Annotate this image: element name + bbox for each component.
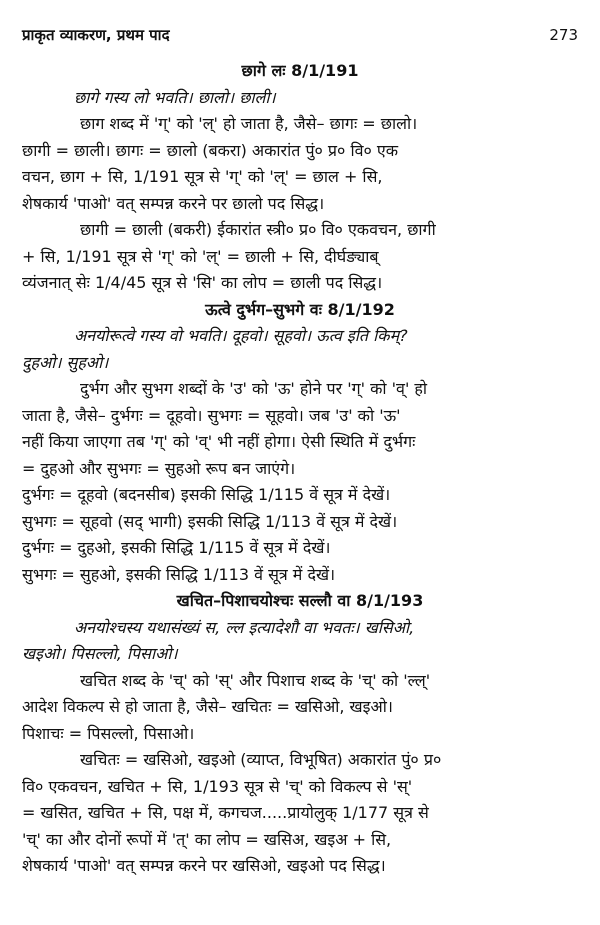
text-line: छागी = छाली। छागः = छालो (बकरा) अकारांत पुं० प्र० वि० एक bbox=[22, 140, 399, 160]
text-line: नहीं किया जाएगा तब 'ग्' को 'व्' भी नहीं होगा। ऐसी स्थिति में दुर्भगः bbox=[22, 432, 416, 451]
text-line: आदेश विकल्प से हो जाता है, जैसे– खचितः = खसिओ, खइओ। bbox=[22, 697, 393, 716]
sutra-commentary: खइओ। पिसल्लो, पिसाओ। bbox=[22, 644, 178, 663]
sutra-commentary: दुहओ। सुहओ। bbox=[22, 352, 109, 372]
text-line: + सि, 1/191 सूत्र से 'ग्' को 'ल्' = छाली + सि, दीर्घङ्याब् bbox=[22, 246, 379, 266]
running-title: प्राकृत व्याकरण, प्रथम पाद bbox=[22, 26, 170, 44]
text-line: खचित शब्द के 'च्' को 'स्' और पिशाच शब्द के 'च्' को 'ल्ल्' bbox=[80, 670, 431, 690]
sutra-heading: खचित–पिशाचयोश्चः सल्लौ वा 8/1/193 bbox=[176, 591, 424, 610]
text-line: शेषकार्य 'पाओ' वत् सम्पन्न करने पर खसिओ, खइओ पद सिद्ध। bbox=[22, 856, 386, 875]
sutra-commentary: अनयोरूत्वे गस्य वो भवति। दूहवो। सूहवो। ऊत्व इति किम्? bbox=[74, 326, 408, 345]
text-line: दुर्भगः = दूहवो (बदनसीब) इसकी सिद्धि 1/115 वें सूत्र में देखें। bbox=[22, 485, 391, 504]
text-line: 'च्' का और दोनों रूपों में 'त्' का लोप = खसिअ, खइअ + सि, bbox=[22, 829, 392, 849]
text-line: सुभगः = सुहओ, इसकी सिद्धि 1/113 वें सूत्र में देखें। bbox=[22, 564, 336, 584]
sutra-heading: छागे लः 8/1/191 bbox=[241, 61, 359, 80]
text-line: शेषकार्य 'पाओ' वत् सम्पन्न करने पर छालो पद सिद्ध। bbox=[22, 193, 325, 213]
text-line: वि० एकवचन, खचित + सि, 1/193 सूत्र से 'च्' को विकल्प से 'स्' bbox=[22, 776, 413, 796]
text-line: वचन, छाग + सि, 1/191 सूत्र से 'ग्' को 'ल्' = छाल + सि, bbox=[22, 167, 383, 186]
text-line: = खसित, खचित + सि, पक्ष में, कगचज.....प्रायोलुक् 1/177 सूत्र से bbox=[22, 803, 429, 822]
text-line: छाग शब्द में 'ग्' को 'ल्' हो जाता है, जैसे– छागः = छालो। bbox=[80, 114, 418, 133]
page-body bbox=[22, 58, 578, 880]
text-line: छागी = छाली (बकरी) ईकारांत स्त्री० प्र० वि० एकवचन, छागी bbox=[80, 220, 436, 239]
text-line: दुर्भगः = दुहओ, इसकी सिद्धि 1/115 वें सूत्र में देखें। bbox=[22, 538, 331, 557]
page-header bbox=[22, 22, 578, 48]
text-line: = दुहओ और सुभगः = सुहओ रूप बन जाएंगे। bbox=[22, 458, 296, 478]
sutra-heading: ऊत्वे दुर्भग–सुभगे वः 8/1/192 bbox=[205, 299, 395, 319]
page-number: 273 bbox=[549, 26, 578, 44]
sutra-commentary: छागे गस्य लो भवति। छालो। छाली। bbox=[74, 87, 276, 107]
text-line: पिशाचः = पिसल्लो, पिसाओ। bbox=[22, 723, 195, 743]
text-line: सुभगः = सूहवो (सद् भागी) इसकी सिद्धि 1/113 वें सूत्र में देखें। bbox=[22, 511, 398, 531]
text-line: दुर्भग और सुभग शब्दों के 'उ' को 'ऊ' होने पर 'ग्' को 'व्' हो bbox=[80, 379, 428, 398]
text-line: खचितः = खसिओ, खइओ (व्याप्त, विभूषित) अकारांत पुं० प्र० bbox=[80, 750, 442, 769]
sutra-commentary: अनयोश्चस्य यथासंख्यं स, ल्ल इत्यादेशौ वा भवतः। खसिओ, bbox=[74, 617, 415, 637]
text-line: व्यंजनात् सेः 1/4/45 सूत्र से 'सि' का लोप = छाली पद सिद्ध। bbox=[22, 273, 383, 292]
text-line: जाता है, जैसे– दुर्भगः = दूहवो। सुभगः = सूहवो। जब 'उ' को 'ऊ' bbox=[22, 405, 401, 425]
